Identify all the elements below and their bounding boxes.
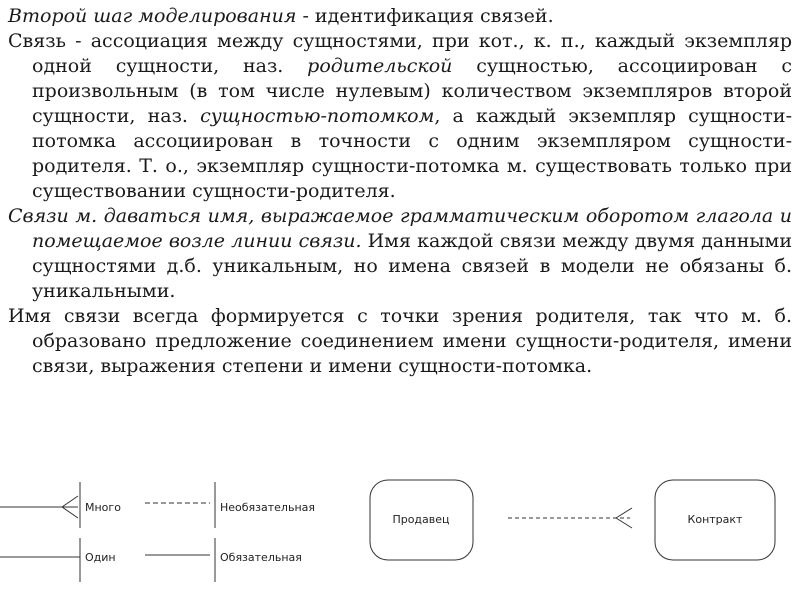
definition-text-a: Связь - ассоциация между сущностями, при кот., к. п., каждый экземпляр одной сущности, наз. [8, 30, 792, 77]
relationship-crowfoot-bottom [616, 518, 632, 528]
naming-italic: Связи м. даваться имя, выражаемое грамматическим оборотом глагола и помещаемое возле линии связи. [8, 205, 792, 252]
slide-text [8, 4, 792, 379]
entity-parent [370, 480, 473, 560]
legend-optional-label: Необязательная [220, 501, 315, 514]
legend-mandatory-label: Обязательная [220, 551, 302, 564]
legend-mandatory [145, 538, 302, 582]
title-italic: Второй шаг моделирования [8, 5, 297, 27]
title-rest: - идентификация связей. [296, 5, 554, 27]
legend-many [0, 482, 121, 528]
perspective-text: Имя связи всегда формируется с точки зрения родителя, так что м. б. образовано предложение соединением имени сущности-родителя, имени связи, выражения степени и имени сущности-потомка. [8, 305, 792, 377]
child-entity-label: Контракт [687, 513, 743, 526]
legend-one [0, 538, 116, 582]
parent-entity-label: Продавец [392, 513, 450, 526]
legend-optional [145, 482, 315, 528]
many-crowfoot-top [62, 496, 78, 507]
relationship-crowfoot-top [616, 508, 632, 518]
paragraph-naming [8, 204, 792, 304]
definition-text-e: , а каждый экземпляр сущности-потомка ассоциирован в точности с одним экземпляром сущности-родителя. Т. о., экземпляр сущности-потомка м. существовать только при существовании сущности-родителя. [32, 105, 792, 202]
relationship-diagram [0, 470, 800, 600]
paragraph-definition [8, 29, 792, 204]
relationship-line [508, 508, 632, 528]
definition-text-c: сущностью, ассоциирован с произвольным (в том числе нулевым) количеством экземпляров второй сущности, наз. [32, 55, 793, 127]
entity-child [655, 480, 775, 560]
paragraph-title [8, 4, 792, 29]
paragraph-perspective [8, 304, 792, 379]
naming-text: Имя каждой связи между двумя данными сущностями д.б. уникальным, но имена связей в модели не обязаны б. уникальными. [32, 230, 793, 302]
legend-many-label: Много [85, 501, 121, 514]
definition-term-child: сущностью-потомком [200, 105, 435, 127]
many-crowfoot-bottom [62, 507, 78, 518]
definition-term-parent: родительской [307, 55, 453, 77]
diagram-svg [0, 470, 800, 600]
legend-one-label: Один [85, 551, 116, 564]
